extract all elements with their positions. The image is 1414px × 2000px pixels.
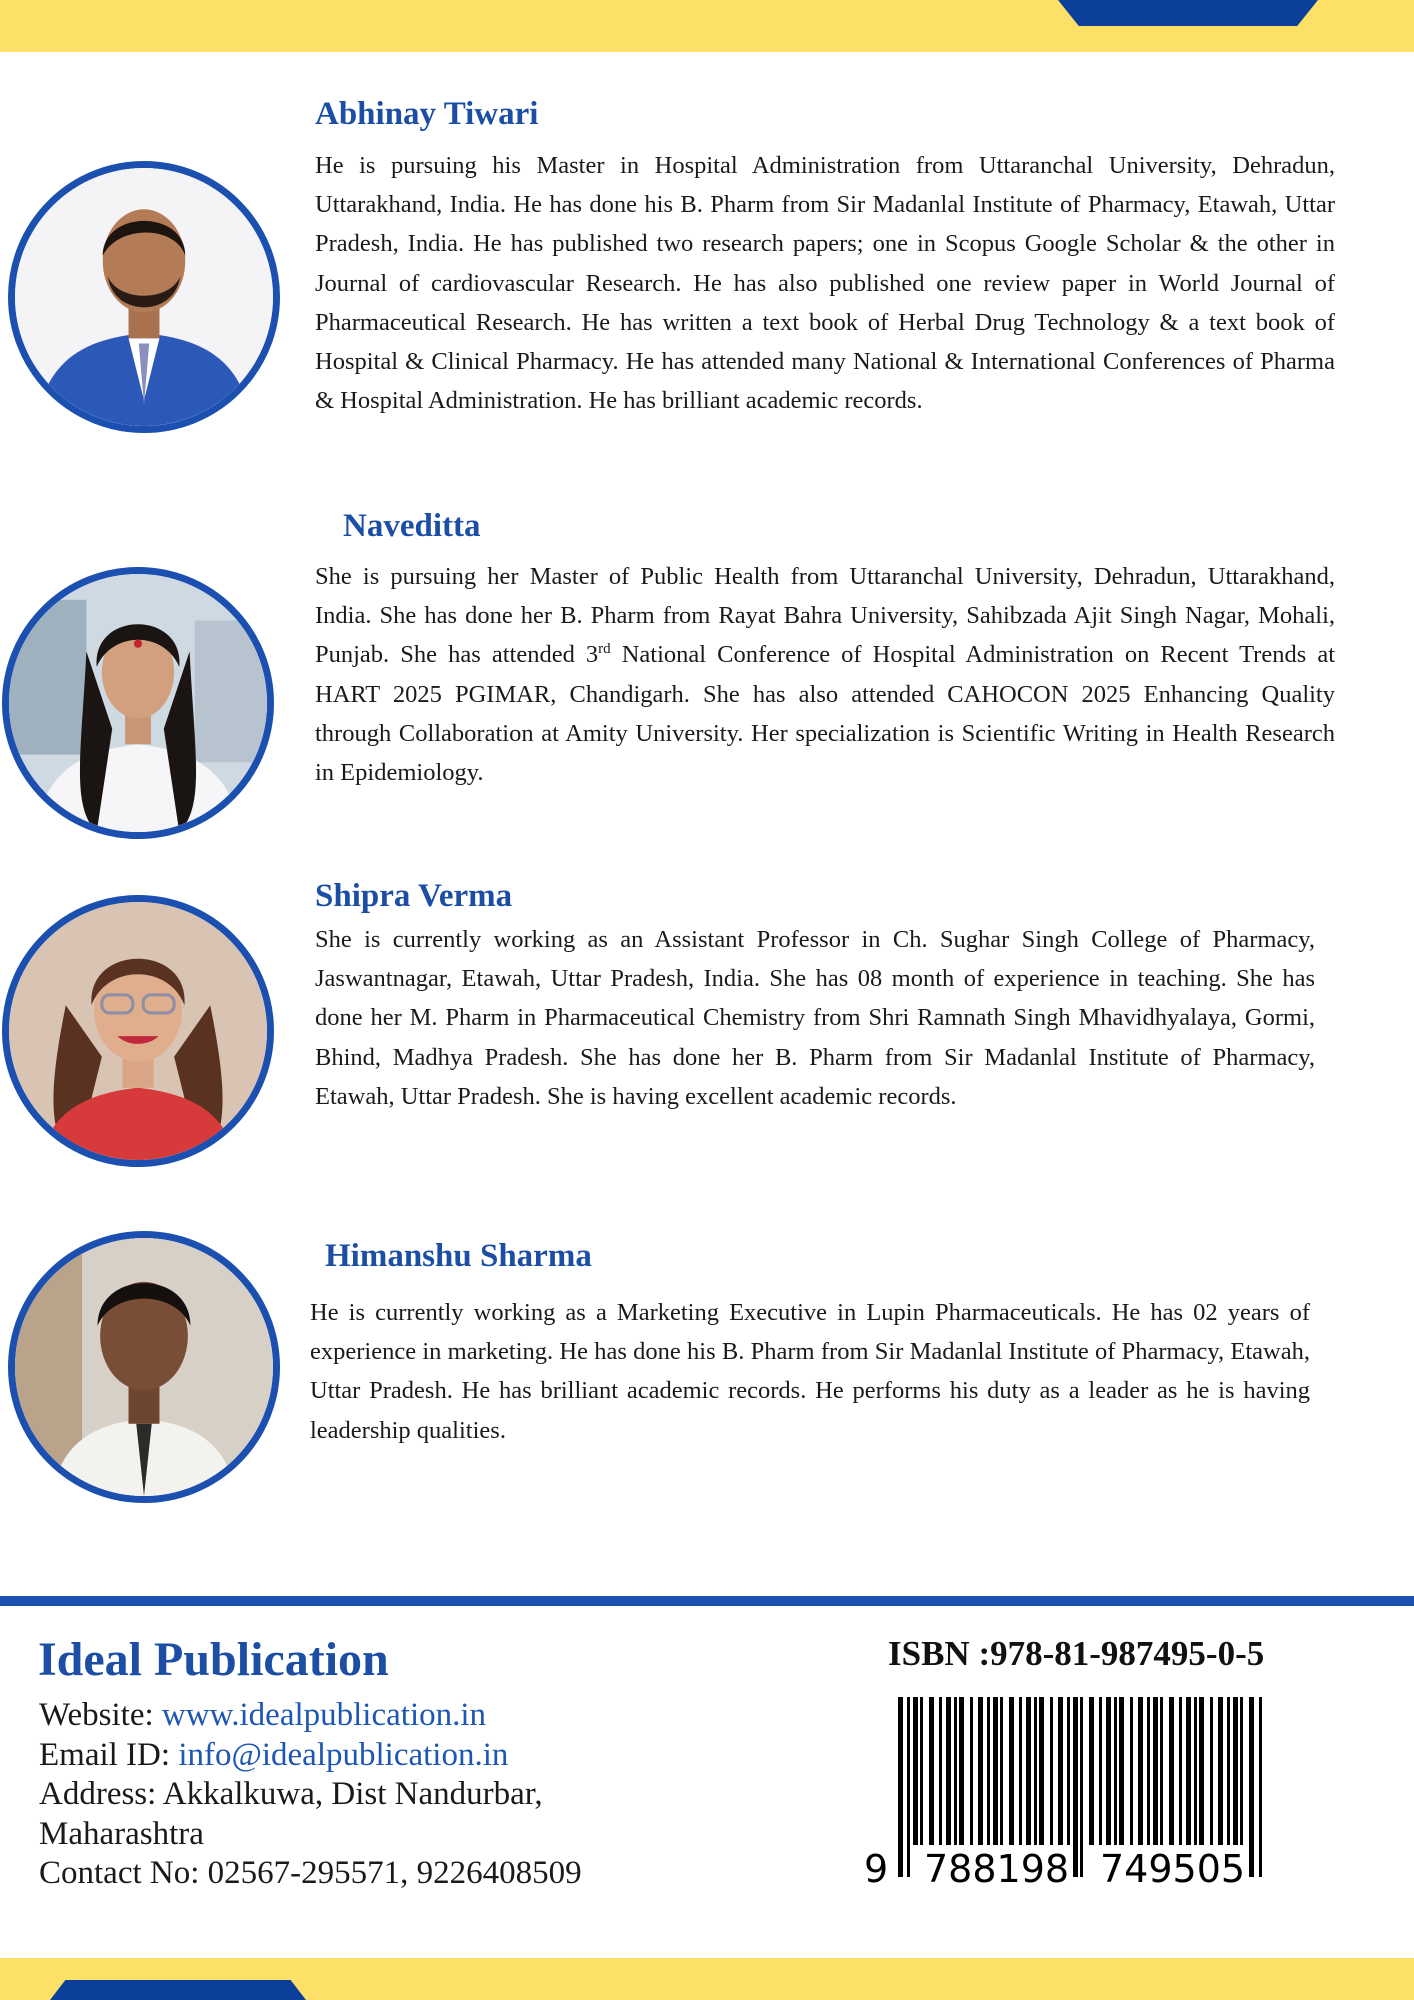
barcode-bar xyxy=(954,1697,957,1845)
barcode-bar xyxy=(1034,1697,1037,1845)
barcode-bar xyxy=(987,1697,990,1845)
isbn-label: ISBN :978-81-987495-0-5 xyxy=(888,1634,1265,1673)
barcode-bar xyxy=(939,1697,942,1845)
barcode-bar xyxy=(1080,1697,1083,1877)
barcode-digit-first: 9 xyxy=(864,1847,889,1891)
website-link[interactable]: www.idealpublication.in xyxy=(161,1697,487,1733)
barcode-bar xyxy=(978,1697,983,1845)
barcode-bar xyxy=(1169,1697,1174,1845)
author-bio: He is pursuing his Master in Hospital Administration from Uttaranchal University, Dehradun, Uttarakhand, India. He has done his B. Pharm from Sir Madanlal Institute of Pharmacy, Etawah, Uttar Pradesh, India. He has published two research papers; one in Scopus Google Scholar & the other in Journal of cardiovascular Research. He has also published one review paper in World Journal of Pharmaceutical Research. He has written a text book of Herbal Drug Technology & a text book of Hospital & Clinical Pharmacy. He has attended many National & International Conferences of Pharma & Hospital Administration. He has brilliant academic records. xyxy=(315,152,1335,415)
barcode-bar xyxy=(920,1697,923,1845)
barcode-digits-left: 788198 xyxy=(924,1847,1070,1891)
author-photo-himanshu-sharma xyxy=(8,1231,280,1503)
author-name: Shipra Verma xyxy=(315,878,513,914)
author-bio: She is pursuing her Master of Public Health from Uttaranchal University, Dehradun, Uttarakhand, India. She has done her B. Pharm from Rayat Bahra University, Sahibzada Ajit Singh Nagar, Mohali, Punjab. She has attended 3rd National Conference of Hospital Administration on Recent Trends at HART 2025 PGIMAR, Chandigarh. She has also attended CAHOCON 2025 Enhancing Quality through Collaboration at Amity University. Her specialization is Scientific Writing in Health Research in Epidemiology. xyxy=(315,563,1336,787)
publisher-name: Ideal Publication xyxy=(38,1633,389,1686)
publisher-website-line: Website: www.idealpublication.in xyxy=(39,1697,487,1733)
barcode-bar xyxy=(1160,1697,1163,1845)
footer-divider xyxy=(0,1596,1414,1606)
barcode-bar xyxy=(1050,1697,1053,1845)
barcode-bar xyxy=(1000,1697,1003,1845)
barcode-bar xyxy=(907,1697,910,1877)
barcode-bar xyxy=(1194,1697,1197,1845)
barcode-bar xyxy=(1119,1697,1124,1845)
barcode-bar xyxy=(1186,1697,1191,1845)
author-photo-shipra-verma xyxy=(2,895,274,1167)
barcode-bar xyxy=(946,1697,951,1845)
author-name: Himanshu Sharma xyxy=(325,1238,592,1274)
barcode-bar xyxy=(1227,1697,1230,1845)
barcode-bar xyxy=(1218,1697,1223,1845)
publisher-contact-line: Contact No: 02567-295571, 9226408509 xyxy=(39,1855,582,1891)
barcode-bar xyxy=(1067,1697,1070,1845)
barcode-bar xyxy=(1240,1697,1243,1845)
author-name: Naveditta xyxy=(343,508,481,544)
barcode-bar xyxy=(959,1697,964,1845)
barcode-bar xyxy=(1179,1697,1182,1845)
barcode-bar xyxy=(1099,1697,1102,1845)
author-photo-abhinay-tiwari xyxy=(8,161,280,433)
barcode-bar xyxy=(929,1697,934,1845)
barcode-bar xyxy=(1019,1697,1022,1845)
publisher-email-line: Email ID: info@idealpublication.in xyxy=(39,1736,509,1773)
barcode-bar xyxy=(1026,1697,1031,1845)
barcode-bar xyxy=(1114,1697,1117,1845)
barcode-bar xyxy=(1039,1697,1044,1845)
author-photo-naveditta xyxy=(2,567,274,839)
author-bio: He is currently working as a Marketing Executive in Lupin Pharmaceuticals. He has 02 years of experience in marketing. He has done his B. Pharm from Sir Madanlal Institute of Pharmacy, Etawah, Uttar Pradesh. He has brilliant academic records. He performs his duty as a leader as he is having leadership qualities. xyxy=(310,1299,1310,1444)
publisher-address-line: Address: Akkalkuwa, Dist Nandurbar, xyxy=(39,1776,543,1812)
publisher-address-line-2: Maharashtra xyxy=(39,1815,204,1852)
barcode-bar xyxy=(1233,1697,1238,1845)
barcode-digits-right: 749505 xyxy=(1100,1847,1246,1891)
barcode-bar xyxy=(1259,1697,1262,1877)
barcode-bar xyxy=(1106,1697,1111,1845)
author-bio: She is currently working as an Assistant Professor in Ch. Sughar Singh College of Pharmacy, Jaswantnagar, Etawah, Uttar Pradesh, India. She has 08 month of experience in teaching. She has done her M. Pharm in Pharmaceutical Chemistry from Shri Ramnath Singh Mhavidhyalaya, Gormi, Bhind, Madhya Pradesh. She has done her B. Pharm from Sir Madanlal Institute of Pharmacy, Etawah, Uttar Pradesh. She is having excellent academic records. xyxy=(315,926,1315,1110)
author-name: Abhinay Tiwari xyxy=(315,96,539,132)
barcode-bar xyxy=(1089,1697,1094,1845)
barcode-bar xyxy=(1138,1697,1143,1845)
bottom-decorative-tab xyxy=(50,1980,306,2000)
barcode-bar xyxy=(970,1697,973,1845)
barcode-bar xyxy=(1249,1697,1254,1877)
barcode-bar xyxy=(1199,1697,1204,1845)
barcode-bar xyxy=(913,1697,918,1845)
barcode-bar xyxy=(1009,1697,1014,1845)
barcode-bar xyxy=(1147,1697,1150,1845)
top-decorative-tab xyxy=(1058,0,1318,26)
email-link[interactable]: info@idealpublication.in xyxy=(178,1736,509,1773)
barcode-bar xyxy=(993,1697,998,1845)
barcode-bar xyxy=(1210,1697,1213,1845)
barcode-bar xyxy=(1130,1697,1133,1845)
barcode-bar xyxy=(1153,1697,1158,1845)
barcode-bar xyxy=(1073,1697,1078,1877)
barcode-bar xyxy=(1058,1697,1063,1845)
barcode-bar xyxy=(898,1697,903,1877)
ordinal-superscript: rd xyxy=(598,641,611,658)
isbn-barcode xyxy=(860,1697,1280,1892)
